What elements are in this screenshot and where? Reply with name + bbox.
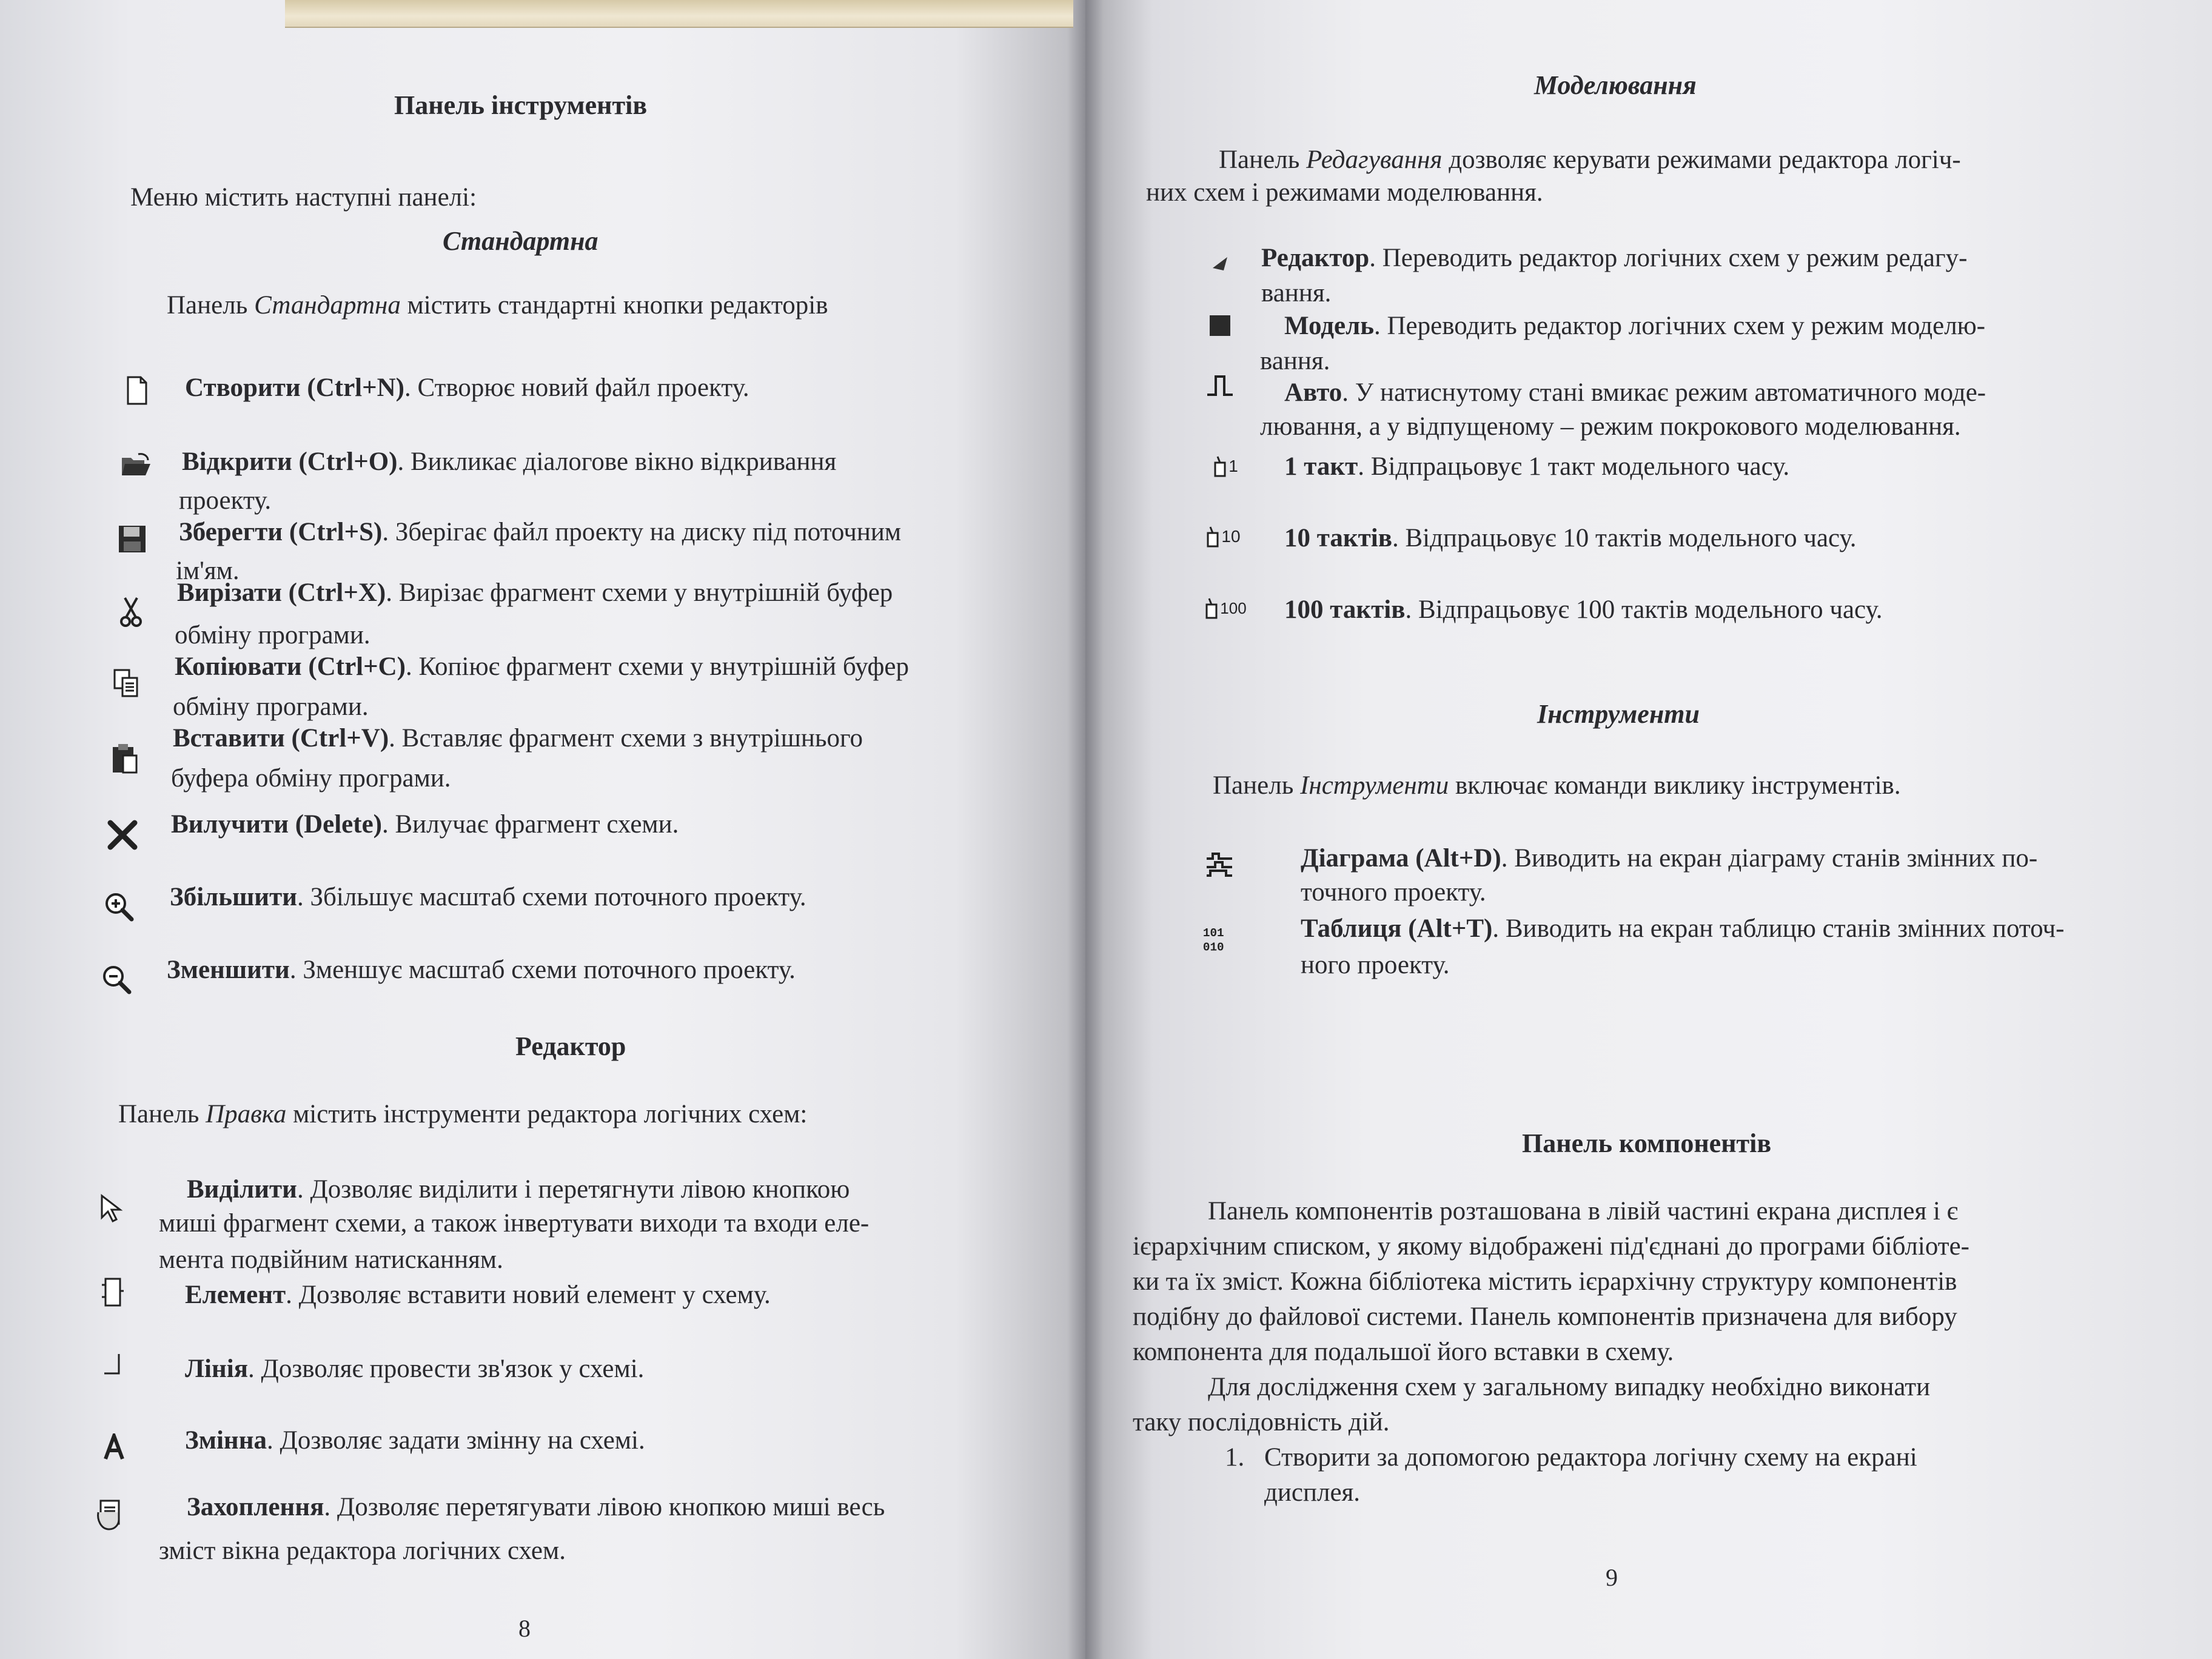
new-file-icon <box>121 373 153 408</box>
toolbar-section-heading: Панель інструментів <box>394 90 648 120</box>
editor-mode-arrow-icon <box>1205 246 1237 281</box>
editor-intro: Панель Правка містить інструменти редактора логічних схем: <box>118 1100 808 1128</box>
modeling-intro-line2: них схем і режимами моделювання. <box>1146 178 1543 207</box>
diagram-icon <box>1204 849 1235 884</box>
line-tool-icon <box>97 1347 129 1382</box>
tools-item-diagram: Діаграма (Alt+D). Виводить на екран діаграму станів змінних по- <box>1301 844 2038 873</box>
ten-tacts-icon <box>1192 519 1253 554</box>
components-p2-line2: таку послідовність дій. <box>1133 1408 1390 1436</box>
mod-item-auto: Авто. У натиснутому стані вмикає режим автоматичного моде- <box>1284 378 1986 407</box>
std-item-paste: Вставити (Ctrl+V). Вставляє фрагмент схеми з внутрішнього <box>173 724 863 752</box>
std-item-open-cont: проекту. <box>179 486 272 515</box>
edit-item-element: Елемент. Дозволяє вставити новий елемент у схему. <box>185 1281 771 1309</box>
edit-item-capture-line2: зміст вікна редактора логічних схем. <box>159 1537 566 1565</box>
tools-item-table: Таблиця (Alt+T). Виводить на екран таблицю станів змінних поточ- <box>1301 914 2065 943</box>
components-heading: Панель компонентів <box>1522 1128 1772 1158</box>
one-tact-icon <box>1201 449 1249 484</box>
select-arrow-icon <box>97 1191 129 1226</box>
standard-heading: Стандартна <box>443 226 598 256</box>
tools-item-table-line2: ного проекту. <box>1301 951 1450 979</box>
one-tact-label: 1 <box>1228 457 1238 475</box>
variable-a-icon <box>98 1430 130 1465</box>
mod-item-model: Модель. Переводить редактор логічних схем у режим моделю- <box>1284 312 1986 340</box>
editor-heading: Редактор <box>515 1031 626 1061</box>
standard-intro: Панель Стандартна містить стандартні кнопки редакторів <box>167 291 828 320</box>
std-item-zoom-in: Збільшити. Збільшує масштаб схеми поточного проекту. <box>170 883 806 911</box>
copy-icon <box>110 666 142 701</box>
std-item-delete: Вилучити (Delete). Вилучає фрагмент схеми. <box>171 810 679 839</box>
paste-clipboard-icon <box>109 741 141 776</box>
right-page-number: 9 <box>1606 1564 1618 1591</box>
capture-hand-icon <box>94 1498 126 1533</box>
hundred-tacts-icon <box>1188 591 1261 626</box>
std-item-new: Створити (Ctrl+N). Створює новий файл проекту. <box>185 374 749 402</box>
mod-item-model-line2: вання. <box>1260 347 1330 375</box>
svg-text:010: 010 <box>1202 940 1224 954</box>
page-edge-strip <box>285 0 1073 28</box>
save-disk-icon <box>116 521 148 557</box>
left-page-number: 8 <box>518 1615 531 1642</box>
components-list-number: 1. <box>1225 1443 1245 1472</box>
std-item-save-cont: ім'ям. <box>176 557 240 585</box>
open-folder-icon <box>120 447 152 483</box>
scissors-icon <box>115 594 147 629</box>
edit-item-select: Виділити. Дозволяє виділити і перетягнути лівою кнопкою <box>187 1175 850 1204</box>
element-icon <box>97 1275 129 1310</box>
std-item-paste-cont: буфера обміну програми. <box>171 764 451 793</box>
tools-heading: Інструменти <box>1537 699 1700 729</box>
zoom-out-icon <box>101 962 132 997</box>
mod-item-editor: Редактор. Переводить редактор логічних схем у режим редагу- <box>1261 244 1968 272</box>
components-list-item-line1: Створити за допомогою редактора логічну схему на екрані <box>1264 1443 1917 1472</box>
book-gutter <box>1067 0 1104 1659</box>
mod-item-auto-line2: лювання, а у відпущеному – режим покрокового моделювання. <box>1260 412 1961 441</box>
modeling-intro: Панель Редагування дозволяє керувати режимами редактора логіч- <box>1219 146 1961 174</box>
mod-item-editor-line2: вання. <box>1261 279 1332 307</box>
menu-intro: Меню містить наступні панелі: <box>130 183 477 212</box>
model-mode-square-icon <box>1204 308 1236 343</box>
std-item-cut-cont: обміну програми. <box>175 621 370 649</box>
components-list-item-line2: дисплея. <box>1264 1478 1361 1507</box>
modeling-heading: Моделювання <box>1534 70 1697 100</box>
tools-item-diagram-line2: точного проекту. <box>1301 878 1486 907</box>
hundred-tacts-label: 100 <box>1220 598 1247 617</box>
edit-item-select-line3: мента подвійним натисканням. <box>159 1245 503 1274</box>
tools-intro: Панель Інструменти включає команди виклику інструментів. <box>1213 771 1901 800</box>
components-p1-line5: компонента для подальшої його вставки в схему. <box>1133 1338 1674 1366</box>
zoom-in-icon <box>103 889 135 924</box>
delete-x-icon <box>107 817 138 853</box>
std-item-cut: Вирізати (Ctrl+X). Вирізає фрагмент схеми у внутрішній буфер <box>177 578 893 607</box>
table-binary-icon <box>1202 922 1233 957</box>
std-item-save: Зберегти (Ctrl+S). Зберігає файл проекту на диску під поточним <box>179 518 902 546</box>
mod-item-ten-tacts: 10 тактів. Відпрацьовує 10 тактів модельного часу. <box>1284 524 1857 552</box>
edit-item-variable: Змінна. Дозволяє задати змінну на схемі. <box>185 1426 645 1455</box>
ten-tacts-label: 10 <box>1221 527 1241 546</box>
components-p1-line1: Панель компонентів розташована в лівій частині екрана дисплея і є <box>1208 1197 1959 1225</box>
components-p1-line2: ієрархічним списком, у якому відображені під'єднані до програми бібліоте- <box>1133 1232 1969 1261</box>
components-p1-line4: подібну до файлової системи. Панель компонентів призначена для вибору <box>1133 1302 1957 1331</box>
mod-item-one-tact: 1 такт. Відпрацьовує 1 такт модельного часу. <box>1284 452 1790 481</box>
edit-item-select-line2: миші фрагмент схеми, а також інвертувати виходи та входи еле- <box>159 1209 870 1238</box>
svg-text:101: 101 <box>1202 927 1224 940</box>
std-item-open: Відкрити (Ctrl+O). Викликає діалогове вікно відкривання <box>182 447 837 476</box>
mod-item-hundred-tacts: 100 тактів. Відпрацьовує 100 тактів модельного часу. <box>1284 595 1883 624</box>
edit-item-line: Лінія. Дозволяє провести зв'язок у схемі. <box>185 1355 645 1383</box>
components-p1-line3: ки та їх зміст. Кожна бібліотека містить ієрархічну структуру компонентів <box>1133 1267 1957 1296</box>
std-item-copy: Копіювати (Ctrl+C). Копіює фрагмент схеми у внутрішній буфер <box>175 652 909 681</box>
auto-pulse-icon <box>1204 369 1236 404</box>
std-item-copy-cont: обміну програми. <box>173 692 369 721</box>
edit-item-capture: Захоплення. Дозволяє перетягувати лівою кнопкою миші весь <box>187 1493 885 1521</box>
std-item-zoom-out: Зменшити. Зменшує масштаб схеми поточного проекту. <box>167 956 796 984</box>
components-p2-line1: Для дослідження схем у загальному випадку необхідно виконати <box>1208 1373 1931 1401</box>
